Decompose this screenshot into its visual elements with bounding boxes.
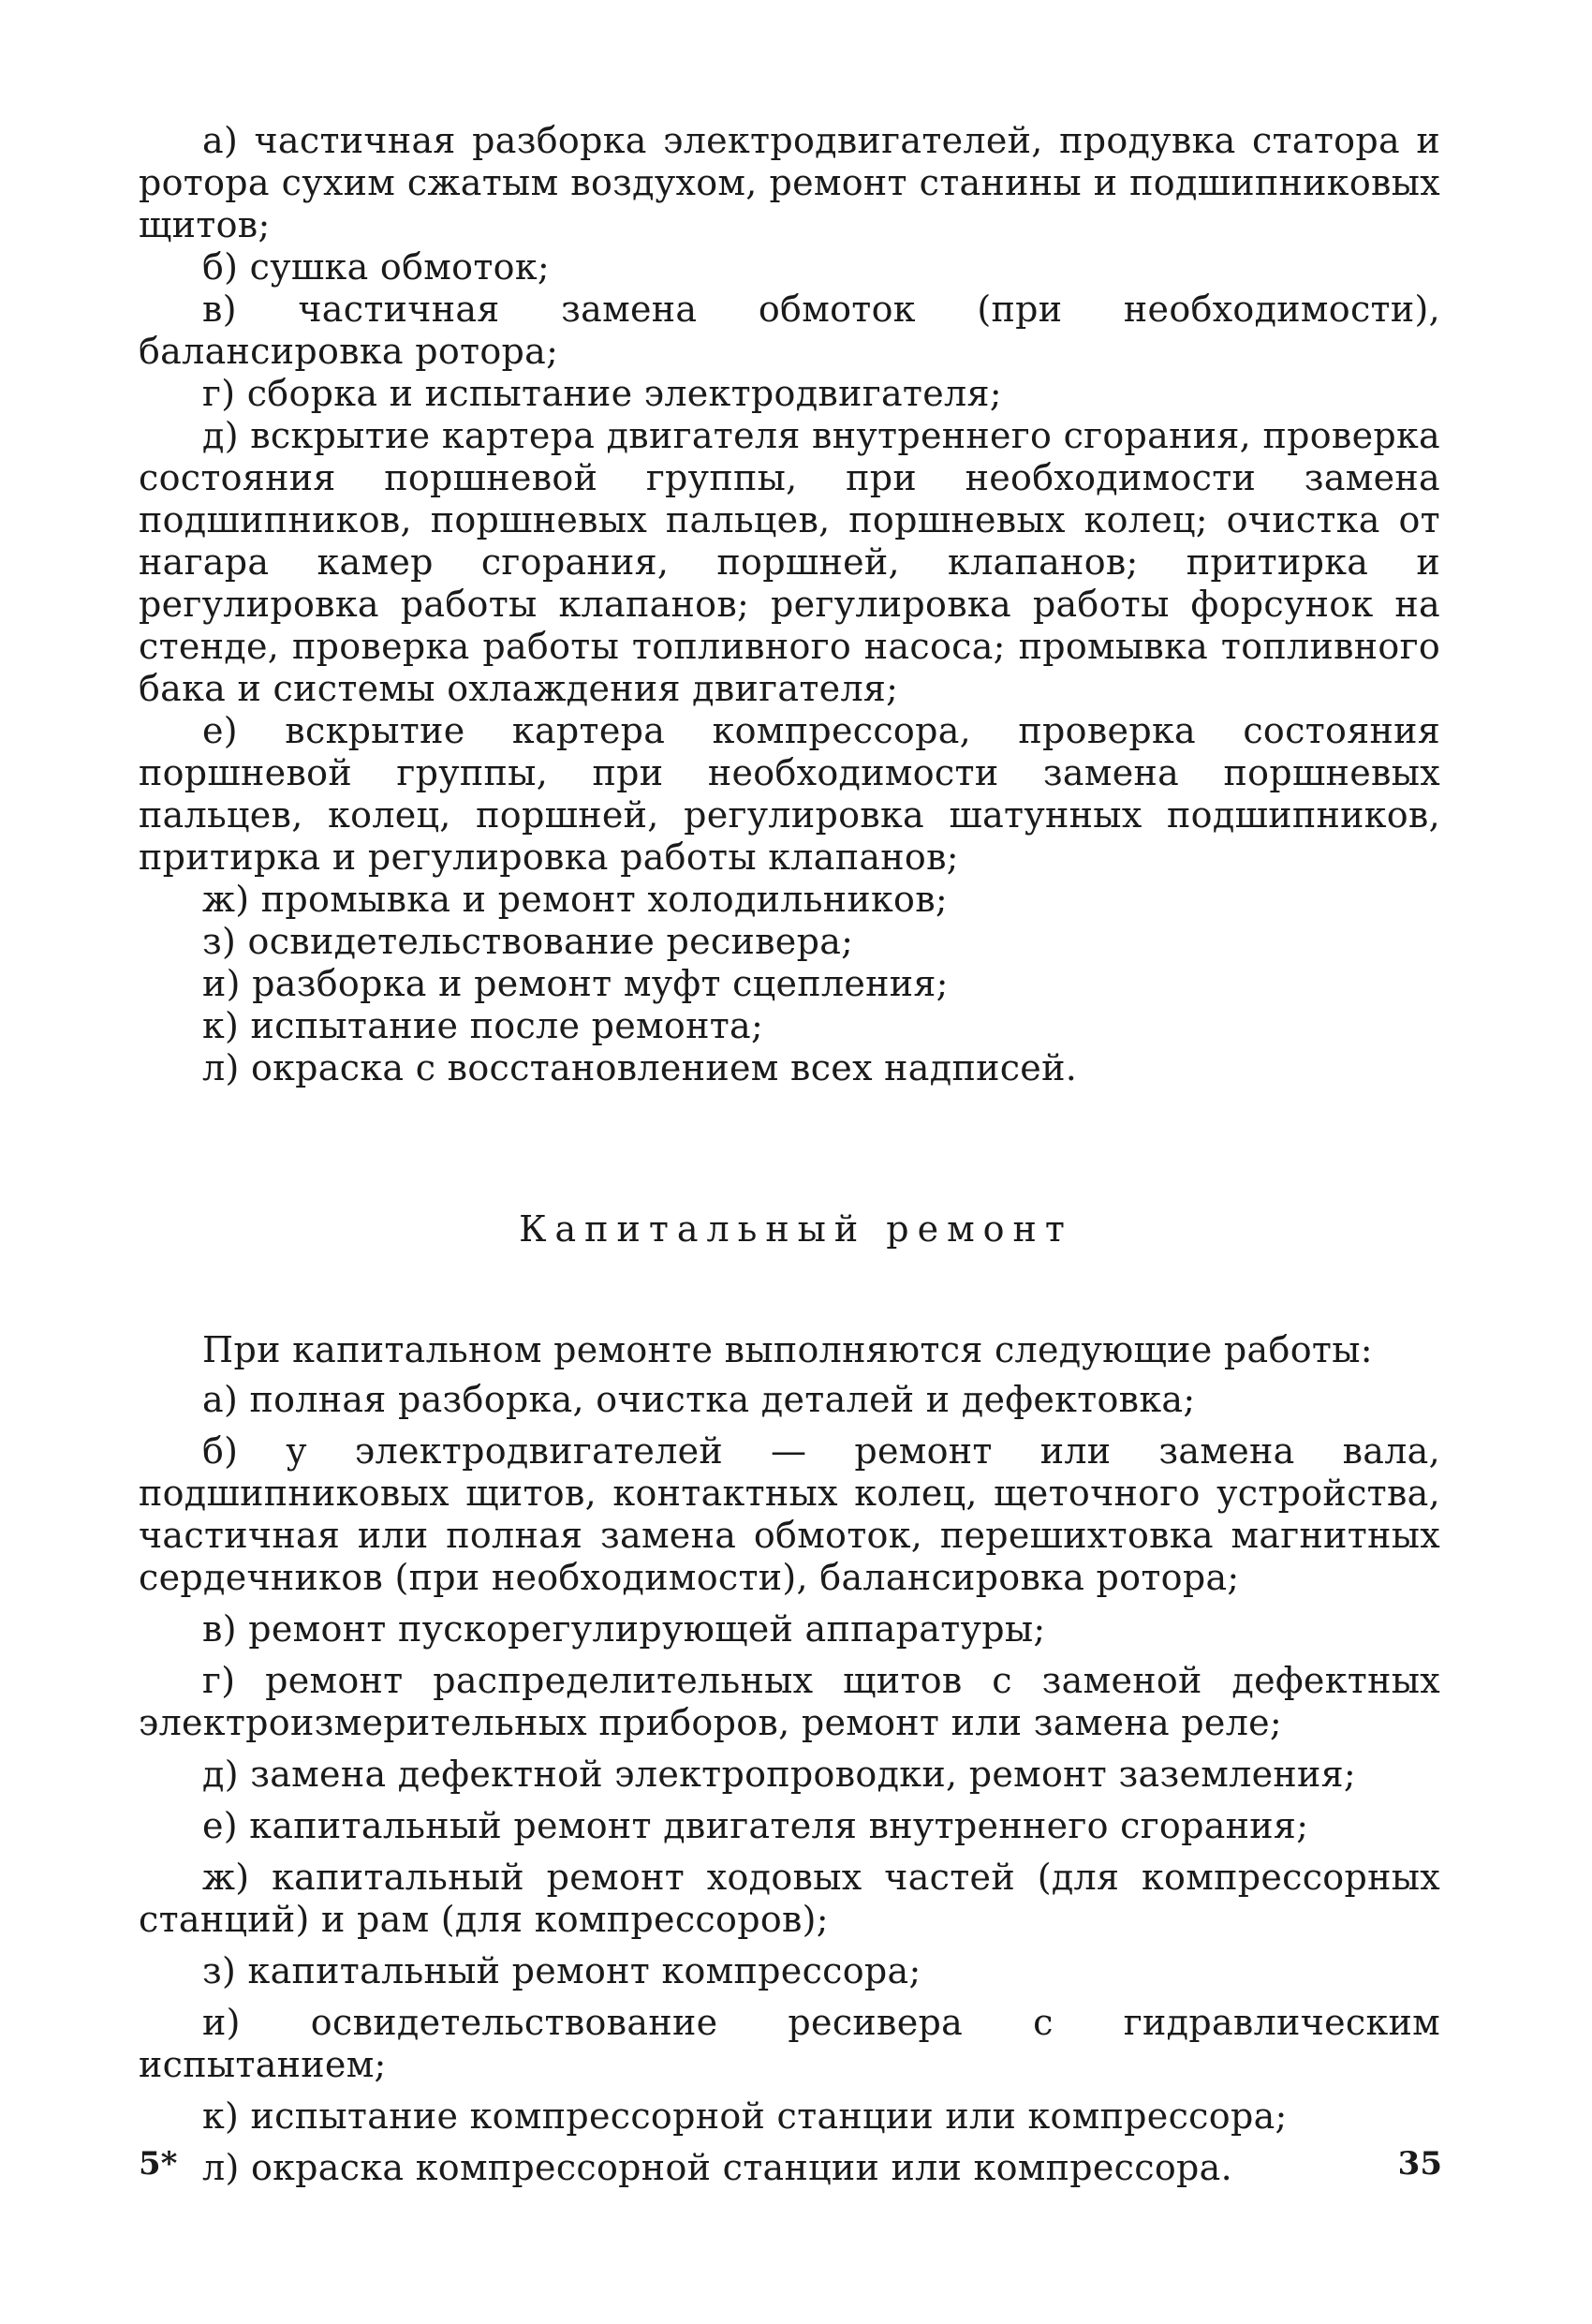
list-item: а) полная разборка, очистка деталей и дефектовка; — [202, 1379, 1196, 1420]
list-item: ж) капитальный ремонт ходовых частей (для компрессорных станций) и рам (для компрессоров); — [139, 1857, 1440, 1940]
list-item: б) сушка обмоток; — [202, 246, 550, 288]
list-item: д) замена дефектной электропроводки, ремонт заземления; — [202, 1754, 1356, 1795]
list-item: г) сборка и испытание электродвигателя; — [202, 373, 1002, 414]
list-item: и) разборка и ремонт муфт сцепления; — [202, 963, 949, 1004]
list-item: е) вскрытие картера компрессора, проверка состояния поршневой группы, при необходимости замена поршневых пальцев, колец, поршней, регулировка шатунных подшипников, притирка и регулировка работы клапанов; — [139, 710, 1440, 878]
list-item: з) капитальный ремонт компрессора; — [202, 1950, 921, 1991]
intro-paragraph: При капитальном ремонте выполняются следующие работы: — [202, 1329, 1373, 1370]
list-item: в) частичная замена обмоток (при необходимости), балансировка ротора; — [139, 289, 1440, 372]
list-item: л) окраска с восстановлением всех надписей. — [202, 1047, 1078, 1088]
list-item: г) ремонт распределительных щитов с заменой дефектных электроизмерительных приборов, ремонт или замена реле; — [139, 1660, 1440, 1743]
section-heading: Капитальный ремонт — [519, 1208, 1073, 1250]
list-item: д) вскрытие картера двигателя внутреннего сгорания, проверка состояния поршневой группы, при необходимости замена подшипников, поршневых пальцев, поршневых колец; очистка от нагара камер сгорания, поршней, клапанов; притирка и регулировка работы клапанов; регулировка работы форсунок на стенде, проверка работы топливного насоса; промывка топливного бака и системы охлаждения двигателя; — [139, 415, 1440, 709]
sheet-signature: 5* — [139, 2145, 178, 2183]
list-item: е) капитальный ремонт двигателя внутреннего сгорания; — [202, 1805, 1309, 1846]
list-item: в) ремонт пускорегулирующей аппаратуры; — [202, 1608, 1046, 1650]
capital-repair-list — [139, 1329, 1440, 2198]
list-item: л) окраска компрессорной станции или компрессора. — [202, 2147, 1232, 2188]
list-item: б) у электродвигателей — ремонт или замена вала, подшипниковых щитов, контактных колец, щеточного устройства, частичная или полная замена обмоток, перешихтовка магнитных сердечников (при необходимости), балансировка ротора; — [139, 1430, 1440, 1598]
page-number: 35 — [1397, 2145, 1442, 2183]
list-item: ж) промывка и ремонт холодильников; — [202, 879, 949, 920]
list-item: а) частичная разборка электродвигателей, продувка статора и ротора сухим сжатым воздухом, ремонт станины и подшипниковых щитов; — [139, 120, 1440, 245]
list-item: к) испытание компрессорной станции или компрессора; — [202, 2095, 1288, 2137]
list-item: з) освидетельствование ресивера; — [202, 921, 854, 962]
maintenance-work-list — [139, 120, 1440, 1089]
list-item: и) освидетельствование ресивера с гидравлическим испытанием; — [139, 2002, 1440, 2085]
list-item: к) испытание после ремонта; — [202, 1005, 764, 1046]
